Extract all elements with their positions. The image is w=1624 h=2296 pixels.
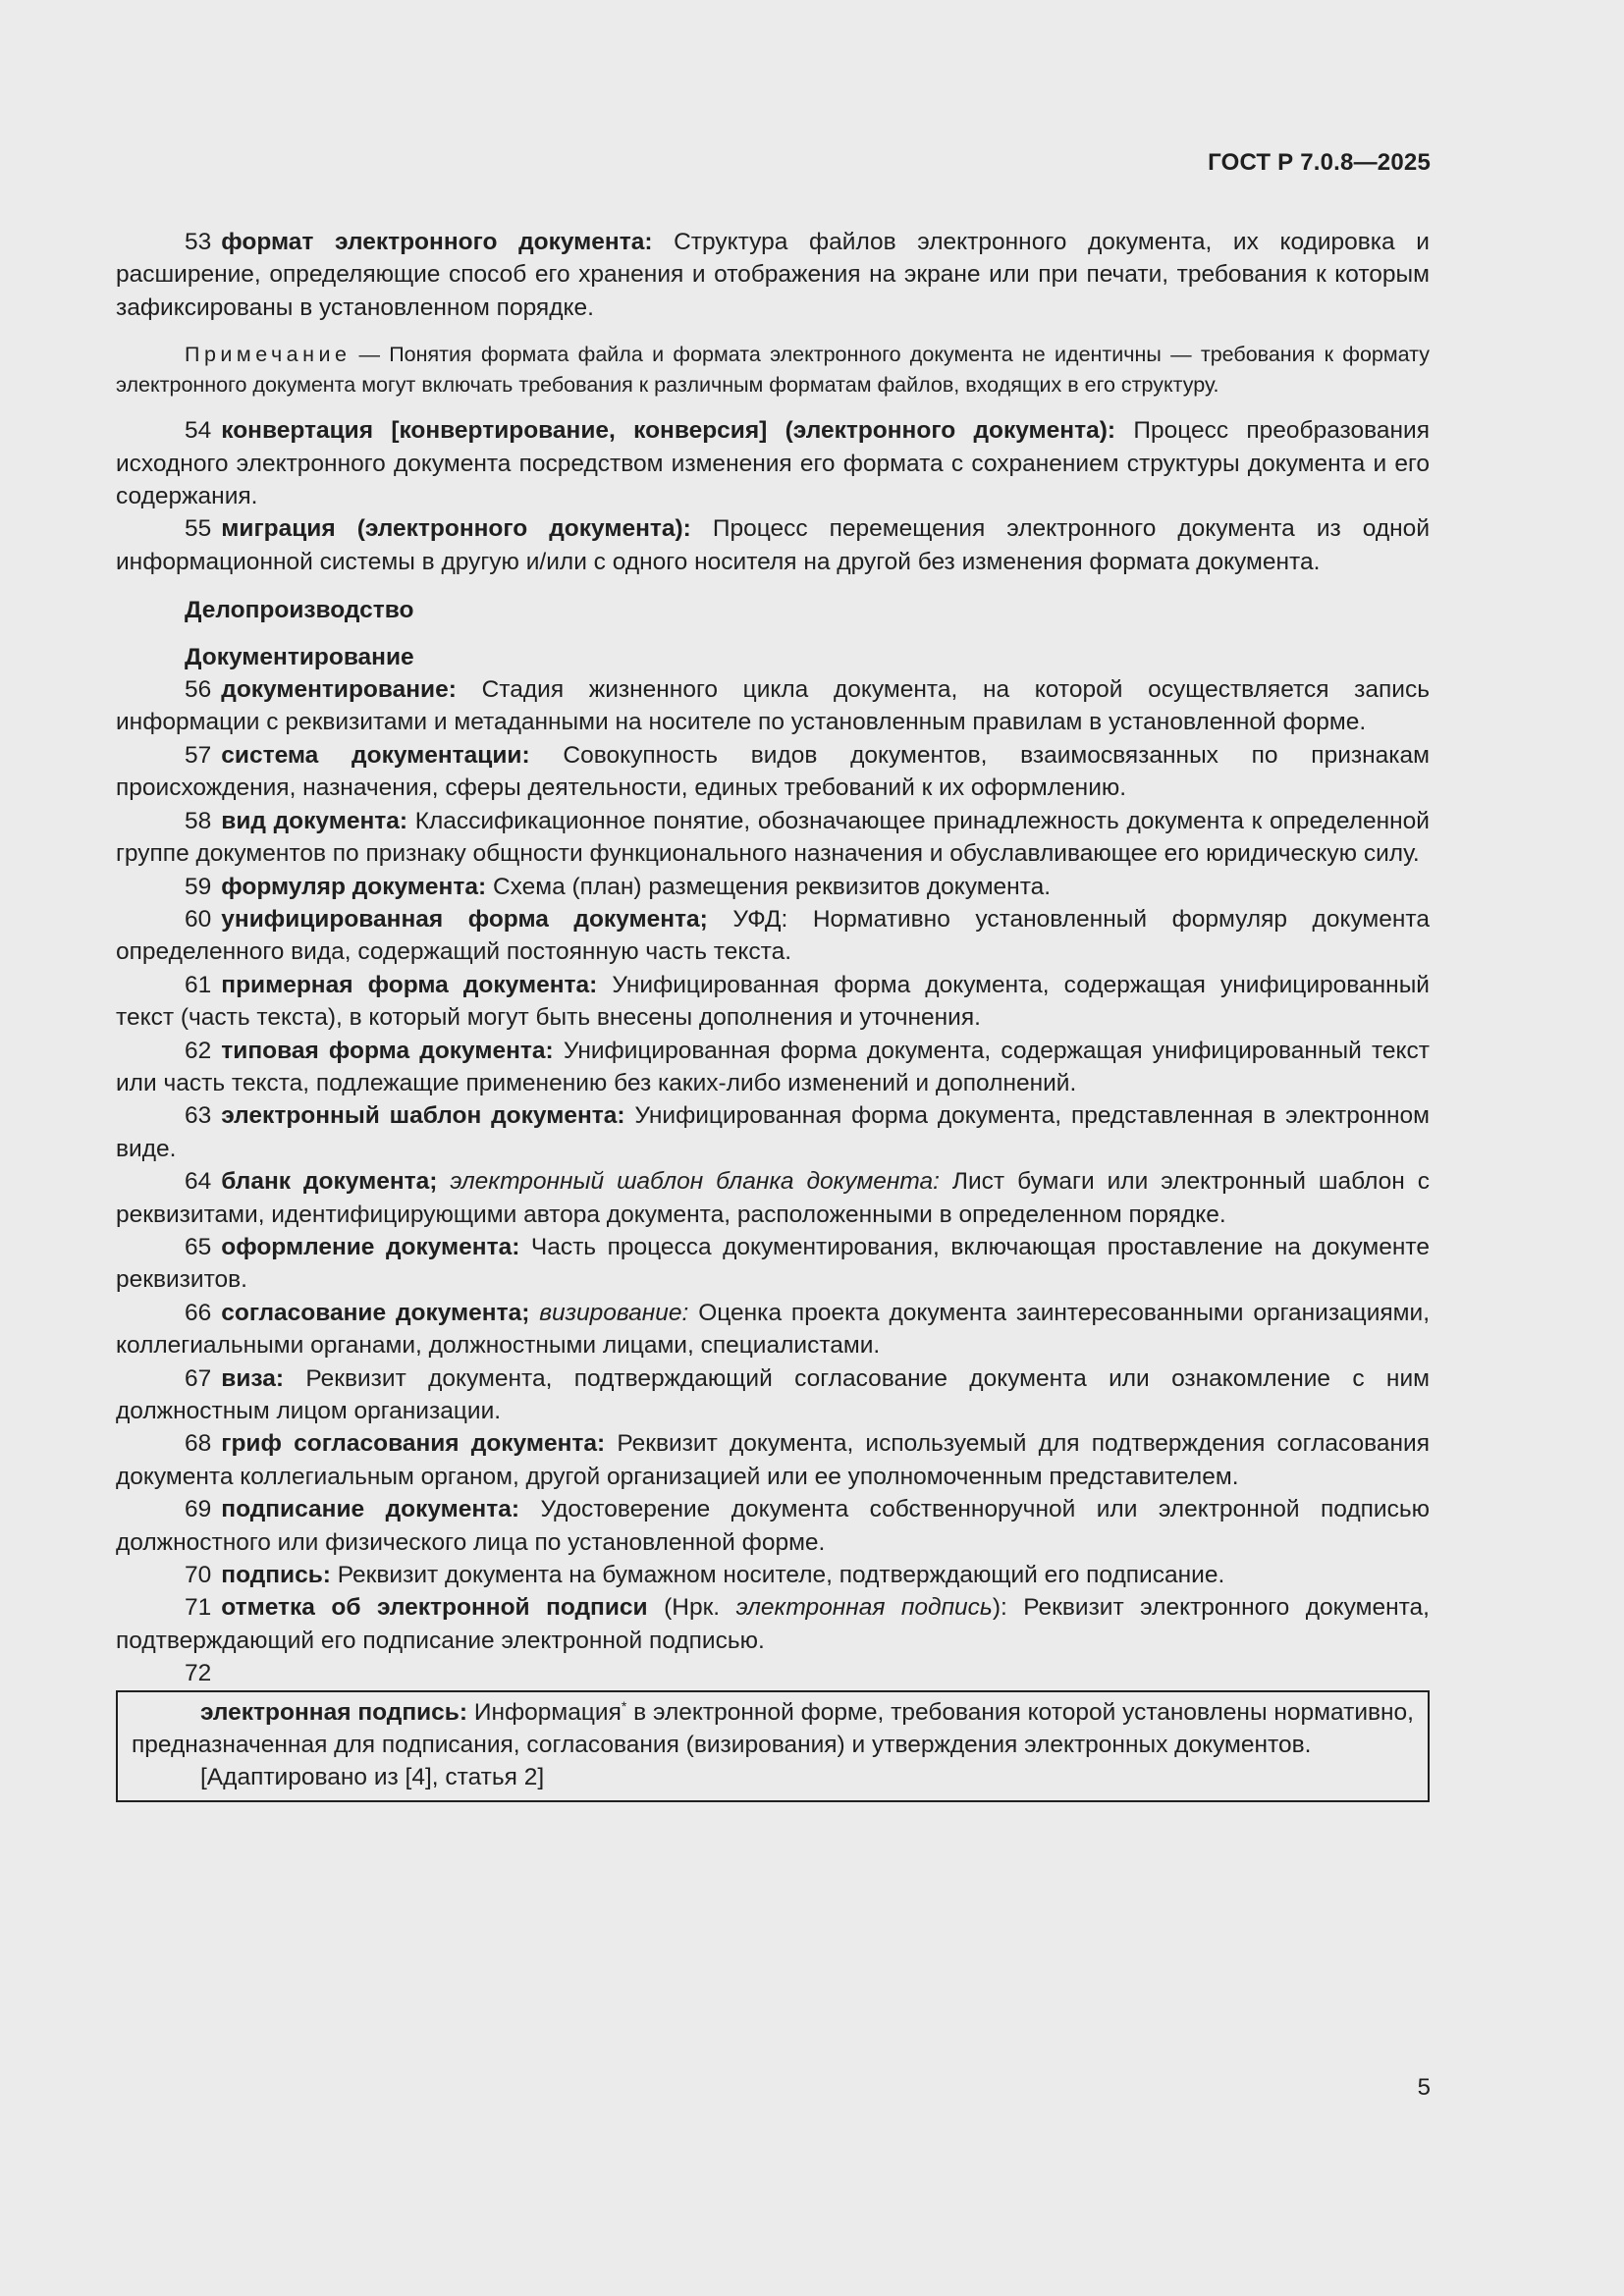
term-title: виза: (221, 1364, 285, 1392)
term-59: 59 формуляр документа: Схема (план) размещения реквизитов документа. (185, 873, 1052, 900)
term-53: 53 формат электронного документа: Структура файлов электронного документа, их кодировка и расширение, определяющие способ его хранения и отображения на экране или при печати, требования к которым зафиксированы в установленном порядке. (116, 229, 1430, 321)
source-reference: [Адаптировано из [4], статья 2] (200, 1764, 545, 1791)
term-synonym: электронный шаблон бланка документа: (437, 1168, 940, 1196)
term-title: подпись: (221, 1562, 331, 1589)
term-61: 61 примерная форма документа: Унифицированная форма документа, содержащая унифицированный текст (часть текста), в который могут быть внесены дополнения и уточнения. (116, 971, 1430, 1032)
term-definition: Структура файлов электронного документа, их кодировка и расширение, определяющие способ его хранения и отображения на экране или при печати, требования к которым зафиксированы в установленном порядке. (116, 229, 1430, 321)
term-71: 71 отметка об электронной подписи (Нрк. электронная подпись): Реквизит электронного документа, подтверждающий его подписание электронной подписью. (116, 1594, 1430, 1654)
term-definition: Удостоверение документа собственноручной или электронной подписью должностного или физического лица по установленной форме. (116, 1496, 1430, 1556)
term-title: конвертация [конвертирование, конверсия] (электронного документа): (221, 417, 1116, 445)
term-60: 60 унифицированная форма документа; УФД: Нормативно установленный формуляр документа определенного вида, содержащий постоянную часть текста. (116, 905, 1430, 966)
term-synonym: визирование: (529, 1299, 689, 1326)
term-definition: Стадия жизненного цикла документа, на которой осуществляется запись информации с реквизитами и метаданными на носителе по установленным правилам в установленной форме. (116, 676, 1430, 736)
term-title: электронная подпись: (200, 1698, 468, 1726)
term-definition: Часть процесса документирования, включающая проставление на документе реквизитов. (116, 1233, 1430, 1294)
page-number: 5 (1417, 2074, 1431, 2101)
term-title: вид документа: (221, 807, 408, 834)
term-62: 62 типовая форма документа: Унифицированная форма документа, содержащая унифицированный текст или часть текста, подлежащие применению без каких-либо изменений и дополнений. (116, 1037, 1430, 1096)
term-title: согласование документа; (221, 1299, 530, 1326)
term-definition: Процесс преобразования исходного электронного документа посредством изменения его формата с сохранением структуры документа и его содержания. (116, 417, 1430, 510)
term-55: 55 миграция (электронного документа): Процесс перемещения электронного документа из одной информационной системы в другую и/или с одного носителя на другой без изменения формата документа. (116, 515, 1430, 575)
footnote-marker: * (621, 1697, 627, 1714)
term-68: 68 гриф согласования документа: Реквизит документа, используемый для подтверждения согласования документа коллегиальным органом, другой организацией или ее уполномоченным представителем. (116, 1430, 1430, 1490)
term-definition: Оценка проекта документа заинтересованными организациями, коллегиальными органами, должностными лицами, специалистами. (116, 1299, 1430, 1360)
term-definition: Схема (план) размещения реквизитов документа. (486, 873, 1052, 900)
note-text: — Понятия формата файла и формата электронного документа не идентичны — требования к формату электронного документа могут включать требования к различным форматам файлов, входящих в его структуру. (116, 343, 1430, 398)
term-57: 57 система документации: Совокупность видов документов, взаимосвязанных по признакам происхождения, назначения, сферы деятельности, единых требований к их оформлению. (116, 741, 1430, 802)
term-66: 66 согласование документа; визирование: Оценка проекта документа заинтересованными организациями, коллегиальными органами, должностными лицами, специалистами. (116, 1299, 1430, 1360)
term-definition: ): Реквизит электронного документа, подтверждающий его подписание электронной подписью. (116, 1594, 1430, 1654)
term-title: бланк документа; (221, 1168, 438, 1196)
term-note-prefix: (Нрк. (647, 1594, 736, 1622)
term-title: примерная форма документа: (221, 971, 598, 998)
term-definition: Реквизит документа, используемый для подтверждения согласования документа коллегиальным органом, другой организацией или ее уполномоченным представителем. (116, 1430, 1430, 1490)
page-content (116, 226, 1430, 1802)
term-title: оформление документа: (221, 1233, 520, 1260)
note-label: Примечание (185, 343, 352, 367)
term-title: формат электронного документа: (221, 229, 653, 255)
term-72: 72 (185, 1660, 212, 1687)
term-definition: Унифицированная форма документа, содержащая унифицированный текст (часть текста), в который могут быть внесены дополнения и уточнения. (116, 971, 1430, 1032)
term-definition: Унифицированная форма документа, представленная в электронном виде. (116, 1102, 1430, 1162)
term-definition: Классификационное понятие, обозначающее принадлежность документа к определенной группе документов по признаку общности функционального назначения и обуславливающее его юридическую силу. (116, 807, 1430, 868)
term-definition: Реквизит документа, подтверждающий согласование документа или ознакомление с ним должностным лицом организации. (116, 1364, 1430, 1424)
term-69: 69 подписание документа: Удостоверение документа собственноручной или электронной подписью должностного или физического лица по установленной форме. (116, 1496, 1430, 1556)
quoted-definition: электронная подпись: Информация* в электронной форме, требования которой установлены нормативно, предназначенная для подписания, согласования (визирования) и утверждения электронных документов. (132, 1697, 1414, 1759)
term-64: 64 бланк документа; электронный шаблон бланка документа: Лист бумаги или электронный шаблон с реквизитами, идентифицирующими автора документа, расположенными в определенном порядке. (116, 1168, 1430, 1228)
term-title: отметка об электронной подписи (221, 1594, 648, 1622)
document-code-header: ГОСТ Р 7.0.8—2025 (1208, 149, 1431, 176)
term-definition: Унифицированная форма документа, содержащая унифицированный текст или часть текста, подлежащие применению без каких-либо изменений и дополнений. (116, 1037, 1430, 1096)
term-synonym: электронная подпись (735, 1594, 993, 1622)
term-title: унифицированная форма документа; (221, 905, 708, 933)
section-heading: Делопроизводство (185, 597, 414, 624)
term-title: электронный шаблон документа: (221, 1102, 625, 1130)
term-title: система документации: (221, 741, 530, 769)
term-58: 58 вид документа: Классификационное понятие, обозначающее принадлежность документа к определенной группе документов по признаку общности функционального назначения и обуславливающее его юридическую силу. (116, 807, 1430, 868)
subsection-heading: Документирование (185, 643, 414, 670)
term-65: 65 оформление документа: Часть процесса документирования, включающая проставление на документе реквизитов. (116, 1233, 1430, 1294)
term-definition: Процесс перемещения электронного документа из одной информационной системы в другую и/или с одного носителя на другой без изменения формата документа. (116, 515, 1430, 575)
term-title: миграция (электронного документа): (221, 515, 691, 543)
term-title: документирование: (221, 676, 457, 704)
term-title: подписание документа: (221, 1496, 520, 1523)
term-67: 67 виза: Реквизит документа, подтверждающий согласование документа или ознакомление с ним должностным лицом организации. (116, 1364, 1430, 1424)
term-definition: Лист бумаги или электронный шаблон с реквизитами, идентифицирующими автора документа, расположенными в определенном порядке. (116, 1168, 1430, 1228)
term-54: 54 конвертация [конвертирование, конверсия] (электронного документа): Процесс преобразования исходного электронного документа посредством изменения его формата с сохранением структуры документа и его содержания. (116, 417, 1430, 510)
term-title: типовая форма документа: (221, 1037, 554, 1064)
term-definition: Реквизит документа на бумажном носителе, подтверждающий его подписание. (330, 1562, 1225, 1589)
term-definition: УФД: Нормативно установленный формуляр документа определенного вида, содержащий постоянную часть текста. (116, 905, 1430, 966)
term-70: 70 подпись: Реквизит документа на бумажном носителе, подтверждающий его подписание. (185, 1562, 1225, 1589)
quoted-definition-box (116, 1690, 1430, 1802)
term-title: гриф согласования документа: (221, 1430, 606, 1458)
term-56: 56 документирование: Стадия жизненного цикла документа, на которой осуществляется запись информации с реквизитами и метаданными на носителе по установленным правилам в установленной форме. (116, 676, 1430, 736)
note (116, 340, 1430, 400)
term-definition: Совокупность видов документов, взаимосвязанных по признакам происхождения, назначения, сферы деятельности, единых требований к их оформлению. (116, 741, 1430, 802)
term-title: формуляр документа: (221, 873, 487, 900)
term-63: 63 электронный шаблон документа: Унифицированная форма документа, представленная в электронном виде. (116, 1102, 1430, 1162)
